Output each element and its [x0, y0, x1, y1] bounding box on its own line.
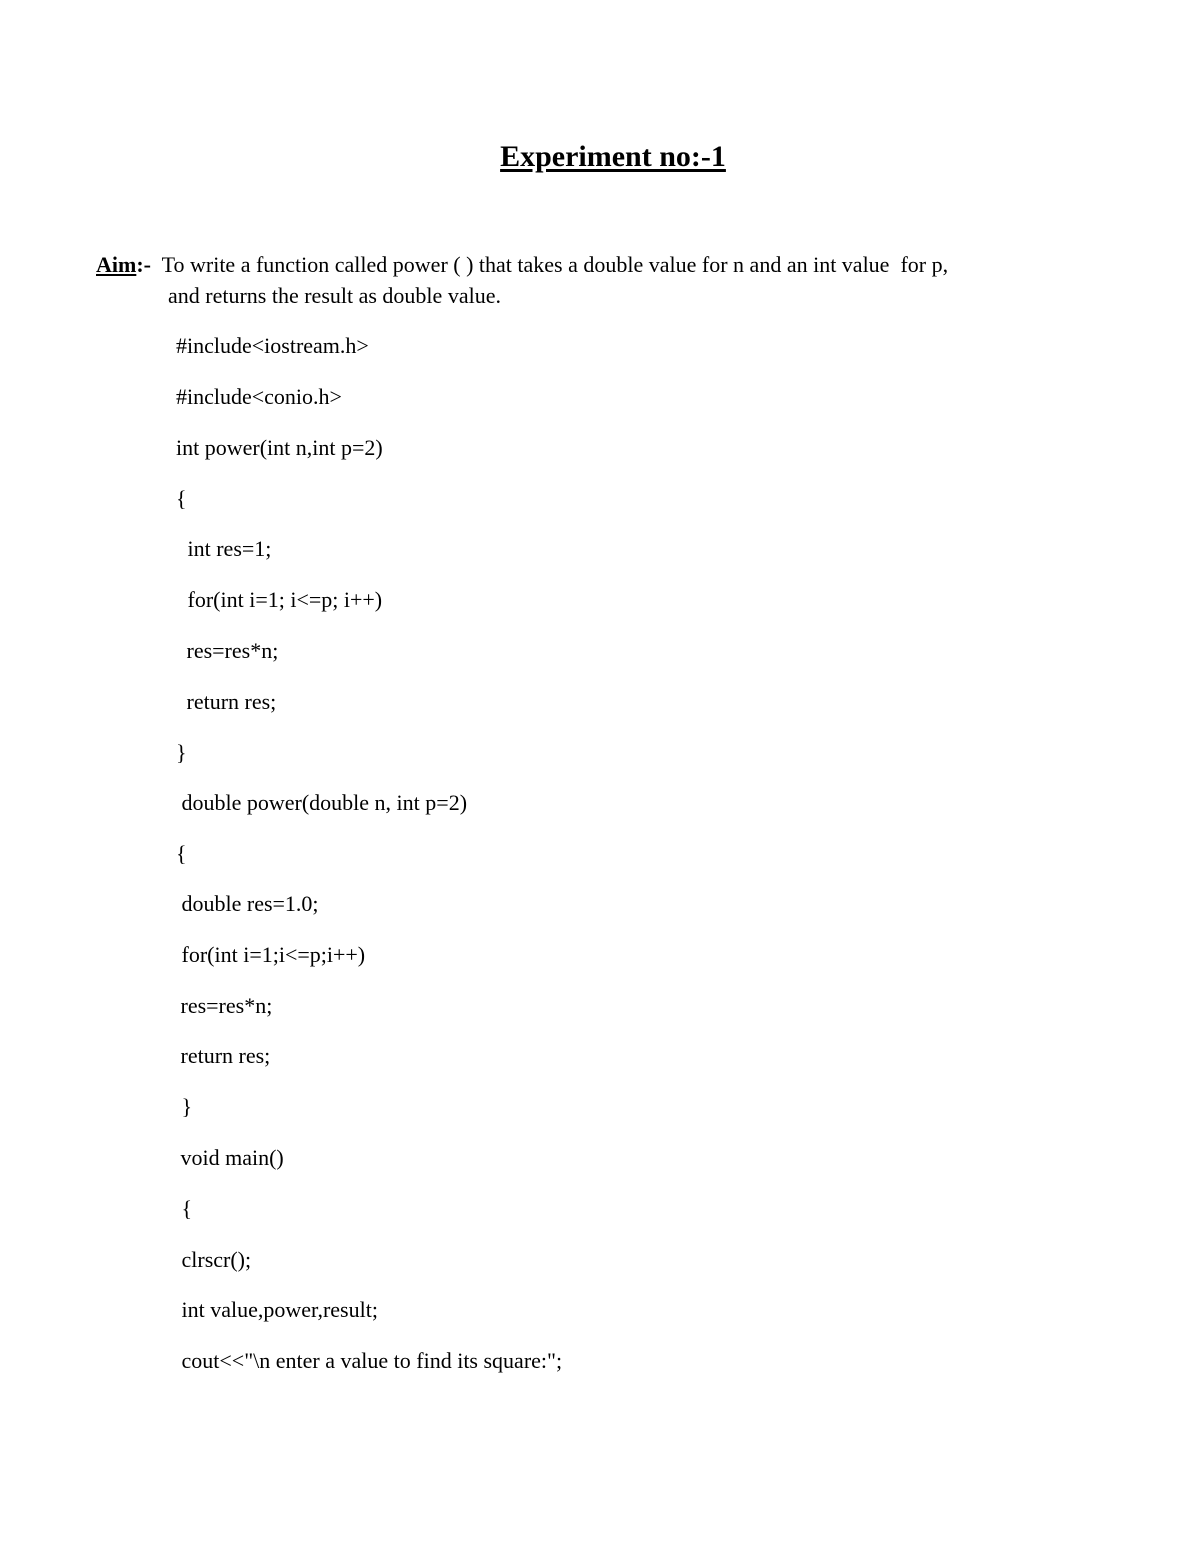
aim-text-line1: To write a function called power ( ) that takes a double value for n and an int value for p, — [150, 252, 949, 277]
code-line: res=res*n; — [181, 638, 279, 663]
code-line: for(int i=1; i<=p; i++) — [182, 587, 383, 612]
code-line: for(int i=1;i<=p;i++) — [176, 942, 366, 967]
code-line: #include<conio.h> — [176, 384, 342, 409]
code-line: #include<iostream.h> — [176, 333, 369, 358]
aim-separator: :- — [136, 252, 151, 277]
code-line: { — [176, 1196, 193, 1221]
code-line: int res=1; — [182, 536, 272, 561]
code-line: return res; — [175, 1043, 271, 1068]
code-line: void main() — [175, 1145, 284, 1170]
code-line: int value,power,result; — [176, 1297, 378, 1322]
code-line: return res; — [181, 689, 277, 714]
aim-text-line2: and returns the result as double value. — [168, 283, 501, 308]
page-title: Experiment no:-1 — [500, 140, 726, 173]
code-line: double res=1.0; — [176, 891, 319, 916]
code-line: } — [176, 740, 187, 765]
code-line: cout<<"\n enter a value to find its square:"; — [176, 1348, 563, 1373]
code-line: double power(double n, int p=2) — [176, 790, 468, 815]
code-line: { — [176, 841, 187, 866]
code-line: { — [176, 486, 187, 511]
code-line: int power(int n,int p=2) — [176, 435, 383, 460]
code-line: res=res*n; — [175, 993, 273, 1018]
aim-paragraph — [96, 249, 1096, 311]
code-line: clrscr(); — [176, 1247, 252, 1272]
code-line: } — [176, 1094, 193, 1119]
aim-label: Aim — [96, 252, 137, 277]
